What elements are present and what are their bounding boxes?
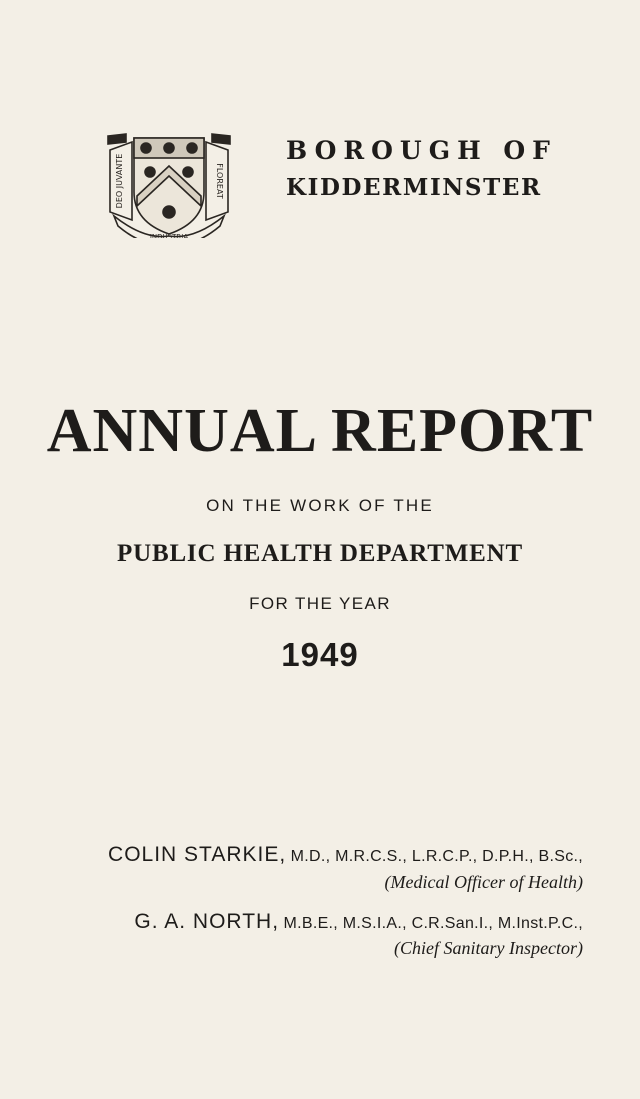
officer-1-qualifications: M.D., M.R.C.S., L.R.C.P., D.P.H., B.Sc., [290,848,583,865]
officer-1-line [0,843,583,867]
borough-crest-icon [104,126,234,238]
report-year: 1949 [281,636,359,673]
report-title: ANNUAL REPORT [46,397,594,465]
town-heading: KIDDERMINSTER [286,174,542,201]
borough-heading: BOROUGH OF [286,136,557,165]
crest-motto-right: FLOREAT [215,163,224,199]
officer-2-name: G. A. NORTH, [134,910,280,933]
officer-2-qualifications: M.B.E., M.S.I.A., C.R.San.I., M.Inst.P.C., [283,915,583,932]
officer-2-role: (Chief Sanitary Inspector) [394,938,583,958]
crest-motto-bottom: INDUSTRIA [149,233,189,238]
department-name: PUBLIC HEALTH DEPARTMENT [117,540,523,567]
crest-motto-left: DEO JUVANTE [115,153,124,209]
officer-1-name: COLIN STARKIE, [108,843,287,866]
report-subtitle-work: ON THE WORK OF THE [206,496,434,515]
officer-1-role: (Medical Officer of Health) [384,872,583,892]
report-subtitle-year: FOR THE YEAR [249,594,391,613]
officer-2-line [0,910,583,934]
